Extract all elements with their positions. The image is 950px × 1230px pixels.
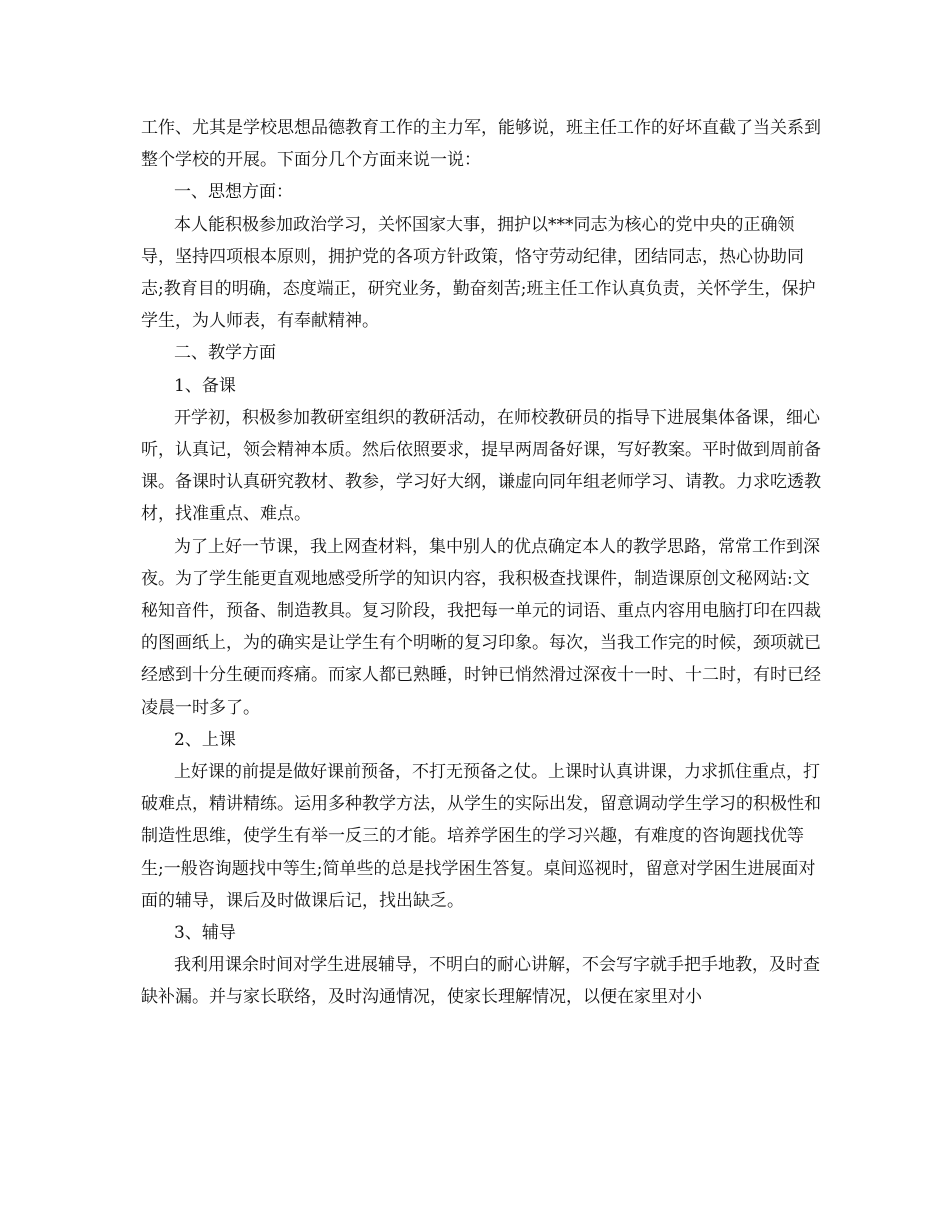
paragraph-ideology: 本人能积极参加政治学习，关怀国家大事，拥护以***同志为核心的党中央的正确领导，坚持四项根本原则，拥护党的各项方针政策，恪守劳动纪律，团结同志，热心协助同志;教育目的明确，态度端正，研究业务，勤奋刻苦;班主任工作认真负责，关怀学生，保护学生，为人师表，有奉献精神。 (141, 214, 816, 332)
subheading-tutoring: 3、辅导 (174, 923, 236, 944)
document-body (141, 112, 821, 1014)
paragraph-lesson-prep-2: 为了上好一节课，我上网查材料，集中别人的优点确定本人的教学思路，常常工作到深夜。为了学生能更直观地感受所学的知识内容，我积极查找课件，制造课原创文秘网站:文秘知音件，预备、制造教具。复习阶段，我把每一单元的词语、重点内容用电脑打印在四裁的图画纸上，为的确实是让学生有个明晰的复习印象。每次，当我工作完的时候，颈项就已经感到十分生硬而疼痛。而家人都已熟睡，时钟已悄然滑过深夜十一时、十二时，有时已经凌晨一时多了。 (141, 536, 821, 718)
subheading-lesson-prep: 1、备课 (174, 375, 236, 396)
section-heading-teaching: 二、教学方面 (174, 343, 276, 364)
section-heading-ideology: 一、思想方面： (174, 182, 293, 203)
paragraph-tutoring: 我利用课余时间对学生进展辅导，不明白的耐心讲解，不会写字就手把手地教，及时查缺补漏。并与家长联络，及时沟通情况，使家长理解情况，以便在家里对小 (141, 955, 820, 1008)
paragraph-intro: 工作、尤其是学校思想品德教育工作的主力军，能够说，班主任工作的好坏直截了当关系到整个学校的开展。下面分几个方面来说一说： (141, 118, 821, 171)
subheading-class: 2、上课 (174, 729, 236, 750)
paragraph-lesson-prep-1: 开学初，积极参加教研室组织的教研活动，在师校教研员的指导下进展集体备课，细心听，认真记，领会精神本质。然后依照要求，提早两周备好课，写好教案。平时做到周前备课。备课时认真研究教材、教参，学习好大纲，谦虚向同年组老师学习、请教。力求吃透教材，找准重点、难点。 (141, 407, 821, 525)
paragraph-class: 上好课的前提是做好课前预备，不打无预备之仗。上课时认真讲课，力求抓住重点，打破难点，精讲精练。运用多种教学方法，从学生的实际出发，留意调动学生学习的积极性和制造性思维，使学生有举一反三的才能。培养学困生的学习兴趣，有难度的咨询题找优等生;一般咨询题找中等生;简单些的总是找学困生答复。桌间巡视时，留意对学困生进展面对面的辅导，课后及时做课后记，找出缺乏。 (141, 762, 821, 911)
